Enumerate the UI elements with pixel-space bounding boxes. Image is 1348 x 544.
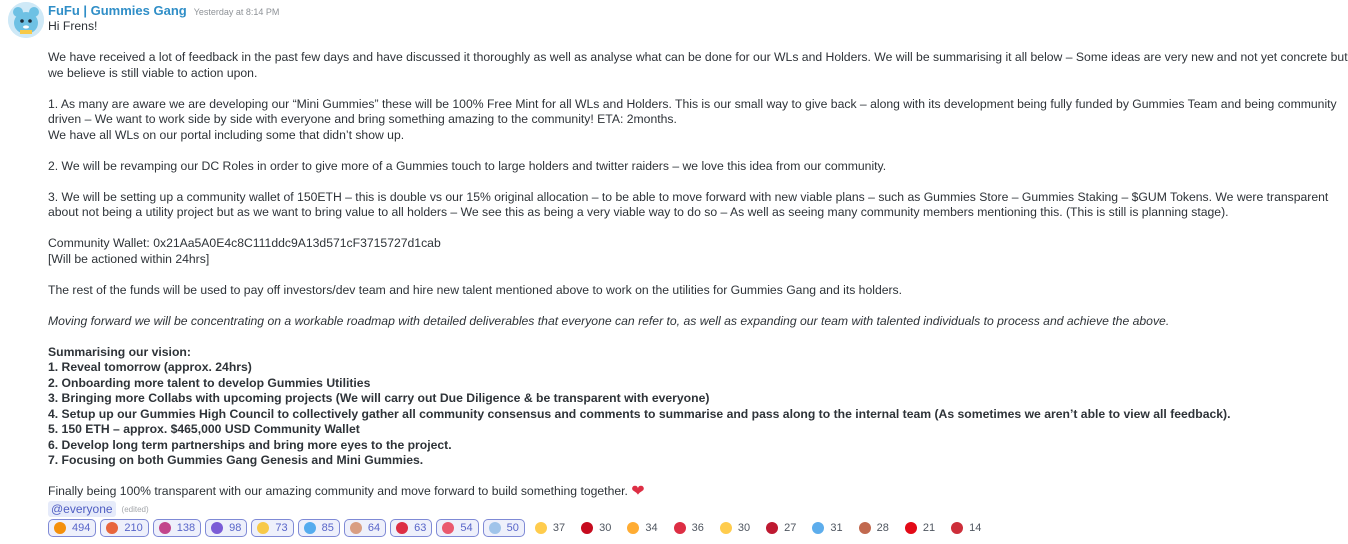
- reaction-2[interactable]: [100, 519, 148, 537]
- vision-item: 3. Bringing more Collabs with upcoming projects (We will carry out Due Diligence & be transparent with everyone): [48, 391, 710, 405]
- reaction-7[interactable]: [344, 519, 386, 537]
- reaction-emoji-icon: [766, 522, 778, 534]
- reaction-19[interactable]: [899, 519, 941, 537]
- reaction-12[interactable]: [575, 519, 617, 537]
- reaction-14[interactable]: [668, 519, 710, 537]
- reaction-count: 14: [969, 522, 982, 534]
- vision-item: 6. Develop long term partnerships and bring more eyes to the project.: [48, 437, 452, 452]
- reaction-4[interactable]: [205, 519, 247, 537]
- reaction-count: 36: [691, 522, 704, 534]
- reaction-emoji-icon: [581, 522, 593, 534]
- closing-line: [48, 484, 1188, 500]
- reaction-count: 54: [460, 522, 473, 534]
- reaction-emoji-icon: [720, 522, 732, 534]
- reaction-emoji-icon: [489, 522, 501, 534]
- intro-line-1: We have received a lot of feedback in the past few days and have discussed it thoroughly as well as analyse what can be done for our WLs and Holders. We will be summarising it all below – Some ideas are very new and not yet concrete but: [48, 50, 1348, 64]
- reaction-count: 494: [72, 522, 91, 534]
- point-1-line-1: 1. As many are aware we are developing our “Mini Gummies” these will be 100% Free Mint for all WLs and Holders. This is our small way to give back – along with its development being fully funded by Gummies Team and being community: [48, 96, 1337, 111]
- avatar[interactable]: [8, 2, 44, 38]
- vision-title: Summarising our vision:: [48, 344, 191, 359]
- point-3-line-2: about not being a utility project but as we want to bring value to all holders – We see this as being a very viable way to do so – As well as seeing many community members mentioning this. (This is still is planning stage).: [48, 205, 1229, 219]
- reaction-count: 31: [830, 522, 843, 534]
- reaction-count: 138: [176, 522, 196, 534]
- reaction-emoji-icon: [159, 522, 171, 534]
- reaction-emoji-icon: [812, 522, 824, 534]
- vision-item: 1. Reveal tomorrow (approx. 24hrs): [48, 360, 252, 374]
- reaction-emoji-icon: [859, 522, 871, 534]
- point-1-line-3: We have all WLs on our portal including some that didn’t show up.: [48, 127, 405, 142]
- reaction-count: 85: [321, 522, 334, 534]
- red-heart-icon: ❤: [631, 483, 645, 500]
- reaction-emoji-icon: [442, 522, 454, 534]
- closing-text: Finally being 100% transparent with our amazing community and move forward to build something together.: [48, 484, 628, 498]
- reaction-6[interactable]: [298, 519, 340, 537]
- funds-note: The rest of the funds will be used to pay off investors/dev team and hire new talent mentioned above to work on the utilities for Gummies Gang and its holders.: [48, 282, 903, 297]
- vision-item: 5. 150 ETH – approx. $465,000 USD Community Wallet: [48, 422, 360, 436]
- reaction-8[interactable]: [390, 519, 432, 537]
- reaction-count: 210: [124, 522, 143, 534]
- vision-item: 7. Focusing on both Gummies Gang Genesis and Mini Gummies.: [48, 453, 424, 467]
- wallet-note: [Will be actioned within 24hrs]: [48, 251, 210, 266]
- reaction-count: 63: [414, 522, 427, 534]
- everyone-mention[interactable]: @everyone: [48, 501, 116, 517]
- reaction-emoji-icon: [304, 522, 316, 534]
- reaction-20[interactable]: [945, 519, 987, 537]
- username[interactable]: FuFu | Gummies Gang: [48, 3, 187, 18]
- reaction-16[interactable]: [760, 519, 802, 537]
- timestamp[interactable]: Yesterday at 8:14 PM: [193, 7, 280, 17]
- point-3-line-1: 3. We will be setting up a community wallet of 150ETH – this is double vs our 15% original allocation – to be able to move forward with new viable plans – such as Gummies Store – Gummies Staking – $GUM Tokens. We were transparent: [48, 189, 1329, 204]
- reaction-emoji-icon: [54, 522, 66, 534]
- reaction-count: 64: [367, 522, 381, 534]
- intro-line-2: we believe is still viable to action upon.: [48, 65, 258, 80]
- reaction-count: 98: [229, 522, 242, 534]
- reaction-emoji-icon: [951, 522, 963, 534]
- reaction-emoji-icon: [396, 522, 408, 534]
- reaction-count: 73: [275, 522, 288, 534]
- reaction-11[interactable]: [529, 519, 571, 537]
- roadmap-note: Moving forward we will be concentrating on a workable roadmap with detailed deliverables that everyone can refer to, as well as expanding our team with talented individuals to process and achieve the above.: [48, 313, 1170, 328]
- vision-item: 2. Onboarding more talent to develop Gummies Utilities: [48, 375, 371, 390]
- reaction-count: 30: [737, 522, 751, 534]
- reaction-emoji-icon: [535, 522, 547, 534]
- reaction-count: 37: [552, 522, 566, 534]
- reaction-17[interactable]: [806, 519, 848, 537]
- reaction-emoji-icon: [905, 522, 917, 534]
- reaction-3[interactable]: [153, 519, 201, 537]
- reaction-1[interactable]: [48, 519, 96, 537]
- reaction-count: 50: [506, 522, 519, 534]
- gummy-bear-avatar-icon: [8, 2, 44, 38]
- reaction-emoji-icon: [257, 522, 269, 534]
- reaction-15[interactable]: [714, 519, 756, 537]
- reaction-emoji-icon: [674, 522, 686, 534]
- vision-item: 4. Setup up our Gummies High Council to collectively gather all community consensus and comments to summarise and pass along to the internal team (As sometimes we aren’t able to view all feedback).: [48, 406, 1231, 421]
- greeting: Hi Frens!: [48, 19, 98, 33]
- edited-label: (edited): [121, 504, 149, 514]
- reaction-count: 27: [784, 522, 797, 534]
- reaction-count: 21: [922, 522, 936, 534]
- mention-row: [48, 501, 149, 517]
- community-wallet: Community Wallet: 0x21Aa5A0E4c8C111ddc9A13d571cF3715727d1cab: [48, 236, 441, 250]
- point-2: 2. We will be revamping our DC Roles in order to give more of a Gummies touch to large holders and twitter raiders – we love this idea from our community.: [48, 158, 887, 173]
- reaction-5[interactable]: [251, 519, 293, 537]
- reaction-18[interactable]: [853, 519, 895, 537]
- reaction-9[interactable]: [436, 519, 478, 537]
- reaction-emoji-icon: [211, 522, 223, 534]
- point-1-line-2: driven – We want to work side by side with everyone and bring something amazing to the community! ETA: 2months.: [48, 112, 677, 126]
- reaction-emoji-icon: [350, 522, 362, 534]
- reactions-bar: [48, 519, 991, 537]
- message-content: [48, 19, 1348, 500]
- reaction-10[interactable]: [483, 519, 525, 537]
- reaction-emoji-icon: [106, 522, 118, 534]
- reaction-count: 34: [645, 522, 658, 534]
- reaction-count: 30: [599, 522, 612, 534]
- reaction-13[interactable]: [621, 519, 663, 537]
- reaction-count: 28: [876, 522, 889, 534]
- message-header: [48, 3, 279, 19]
- reaction-emoji-icon: [627, 522, 639, 534]
